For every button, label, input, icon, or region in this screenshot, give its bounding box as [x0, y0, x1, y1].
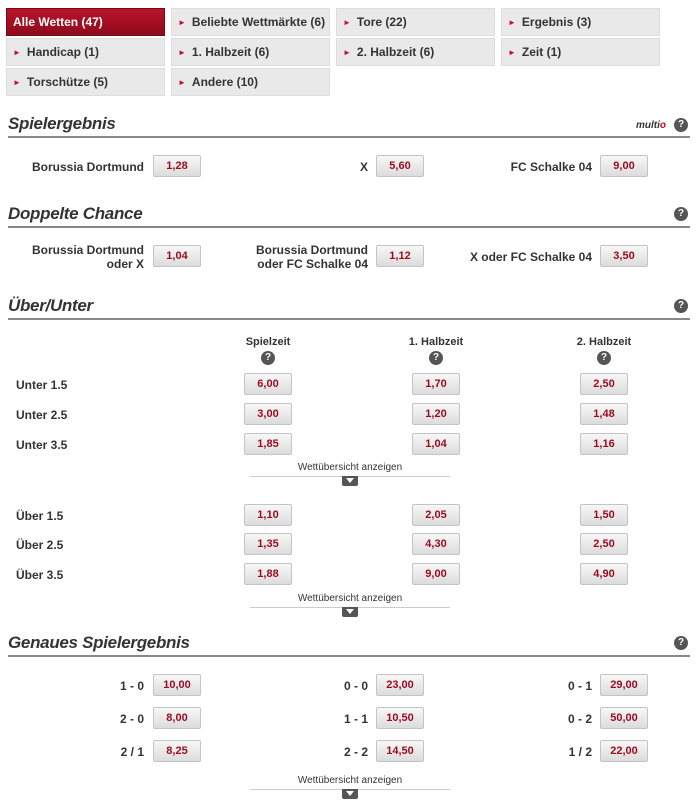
- score-label: 1 / 2: [568, 745, 592, 759]
- section-ueber-unter: [8, 296, 690, 320]
- row-label: Über 2.5: [16, 538, 64, 552]
- col-2-halbzeit: 2. Halbzeit ?: [576, 336, 632, 363]
- odd-button[interactable]: 10,50: [376, 707, 424, 729]
- odd-button[interactable]: 3,00: [244, 403, 292, 425]
- help-icon[interactable]: ?: [674, 636, 688, 650]
- section-title: Genaues Spielergebnis: [8, 633, 190, 652]
- tab-andere[interactable]: ► Andere (10): [171, 68, 330, 96]
- odd-button[interactable]: 2,50: [580, 533, 628, 555]
- row-label: Unter 2.5: [16, 408, 68, 422]
- section-title: Doppelte Chance: [8, 204, 143, 223]
- section-title: Über/Unter: [8, 296, 93, 315]
- odd-button[interactable]: 1,88: [244, 563, 292, 585]
- tab-handicap[interactable]: ► Handicap (1): [6, 38, 165, 66]
- tab-torschuetze[interactable]: ► Torschütze (5): [6, 68, 165, 96]
- chevron-down-icon: [342, 476, 358, 486]
- odd-button[interactable]: 1,70: [412, 373, 460, 395]
- score-label: 1 - 1: [343, 712, 368, 726]
- tab-alle-wetten[interactable]: Alle Wetten (47): [6, 8, 165, 36]
- odd-button[interactable]: 4,90: [580, 563, 628, 585]
- row-label: Über 3.5: [16, 568, 64, 582]
- score-label: 2 / 1: [120, 745, 144, 759]
- odd-button[interactable]: 8,25: [153, 740, 201, 762]
- chevron-down-icon: [342, 607, 358, 617]
- tab-tore[interactable]: ► Tore (22): [336, 8, 495, 36]
- arrow-icon: ►: [178, 77, 186, 87]
- row-label: Unter 3.5: [16, 438, 68, 452]
- arrow-icon: ►: [343, 17, 351, 27]
- odd-button[interactable]: 10,00: [153, 674, 201, 696]
- show-more-link[interactable]: Wettübersicht anzeigen: [250, 775, 450, 799]
- row-label: Über 1.5: [16, 509, 64, 523]
- odd-button[interactable]: 1,48: [580, 403, 628, 425]
- dc-label-1x: Borussia Dortmund oder X: [31, 243, 144, 271]
- help-icon[interactable]: ?: [674, 118, 688, 132]
- arrow-icon: ►: [343, 47, 351, 57]
- odd-button[interactable]: 29,00: [600, 674, 648, 696]
- odd-button[interactable]: 4,30: [412, 533, 460, 555]
- arrow-icon: ►: [178, 47, 186, 57]
- odd-button[interactable]: 50,00: [600, 707, 648, 729]
- help-icon[interactable]: ?: [597, 351, 611, 365]
- arrow-icon: ►: [508, 47, 516, 57]
- odd-button[interactable]: 1,28: [153, 155, 201, 177]
- odd-button[interactable]: 1,04: [412, 433, 460, 455]
- help-icon[interactable]: ?: [261, 351, 275, 365]
- arrow-icon: ►: [13, 77, 21, 87]
- row-label: Unter 1.5: [16, 378, 68, 392]
- show-more-link[interactable]: Wettübersicht anzeigen: [250, 593, 450, 617]
- odd-button[interactable]: 1,12: [376, 245, 424, 267]
- odd-button[interactable]: 9,00: [412, 563, 460, 585]
- market-tabs: [6, 8, 682, 96]
- col-spielzeit: Spielzeit ?: [245, 336, 291, 363]
- score-label: 2 - 0: [119, 712, 144, 726]
- tab-ergebnis[interactable]: ► Ergebnis (3): [501, 8, 660, 36]
- help-icon[interactable]: ?: [429, 351, 443, 365]
- dc-label-12: Borussia Dortmund oder FC Schalke 04: [255, 243, 368, 271]
- help-icon[interactable]: ?: [674, 207, 688, 221]
- odd-button[interactable]: 1,20: [412, 403, 460, 425]
- draw-label: X: [359, 160, 368, 174]
- odd-button[interactable]: 1,35: [244, 533, 292, 555]
- odd-button[interactable]: 6,00: [244, 373, 292, 395]
- away-label: FC Schalke 04: [510, 160, 592, 174]
- home-label: Borussia Dortmund: [31, 160, 144, 174]
- odd-button[interactable]: 1,16: [580, 433, 628, 455]
- tab-beliebte-wettmaerkte[interactable]: ► Beliebte Wettmärkte (6): [171, 8, 330, 36]
- dc-label-x2: X oder FC Schalke 04: [469, 250, 592, 264]
- score-label: 0 - 0: [343, 679, 368, 693]
- odd-button[interactable]: 14,50: [376, 740, 424, 762]
- odd-button[interactable]: 2,50: [580, 373, 628, 395]
- arrow-icon: ►: [178, 17, 186, 27]
- multi-logo: multio: [636, 120, 666, 131]
- arrow-icon: ►: [508, 17, 516, 27]
- section-doppelte-chance: [8, 204, 690, 228]
- odd-button[interactable]: 2,05: [412, 504, 460, 526]
- show-more-link[interactable]: Wettübersicht anzeigen: [250, 462, 450, 486]
- odd-button[interactable]: 23,00: [376, 674, 424, 696]
- section-title: Spielergebnis: [8, 114, 116, 133]
- odd-button[interactable]: 1,04: [153, 245, 201, 267]
- score-label: 2 - 2: [343, 745, 368, 759]
- chevron-down-icon: [342, 789, 358, 799]
- tab-1-halbzeit[interactable]: ► 1. Halbzeit (6): [171, 38, 330, 66]
- score-label: 0 - 1: [567, 679, 592, 693]
- odd-button[interactable]: 3,50: [600, 245, 648, 267]
- col-1-halbzeit: 1. Halbzeit ?: [408, 336, 464, 363]
- odd-button[interactable]: 1,85: [244, 433, 292, 455]
- tab-zeit[interactable]: ► Zeit (1): [501, 38, 660, 66]
- tab-2-halbzeit[interactable]: ► 2. Halbzeit (6): [336, 38, 495, 66]
- arrow-icon: ►: [13, 47, 21, 57]
- odd-button[interactable]: 5,60: [376, 155, 424, 177]
- section-genaues-spielergebnis: [8, 633, 690, 657]
- score-label: 0 - 2: [567, 712, 592, 726]
- odd-button[interactable]: 9,00: [600, 155, 648, 177]
- odd-button[interactable]: 8,00: [153, 707, 201, 729]
- odd-button[interactable]: 1,10: [244, 504, 292, 526]
- section-spielergebnis: [8, 114, 690, 138]
- odd-button[interactable]: 22,00: [600, 740, 648, 762]
- help-icon[interactable]: ?: [674, 299, 688, 313]
- score-label: 1 - 0: [119, 679, 144, 693]
- odd-button[interactable]: 1,50: [580, 504, 628, 526]
